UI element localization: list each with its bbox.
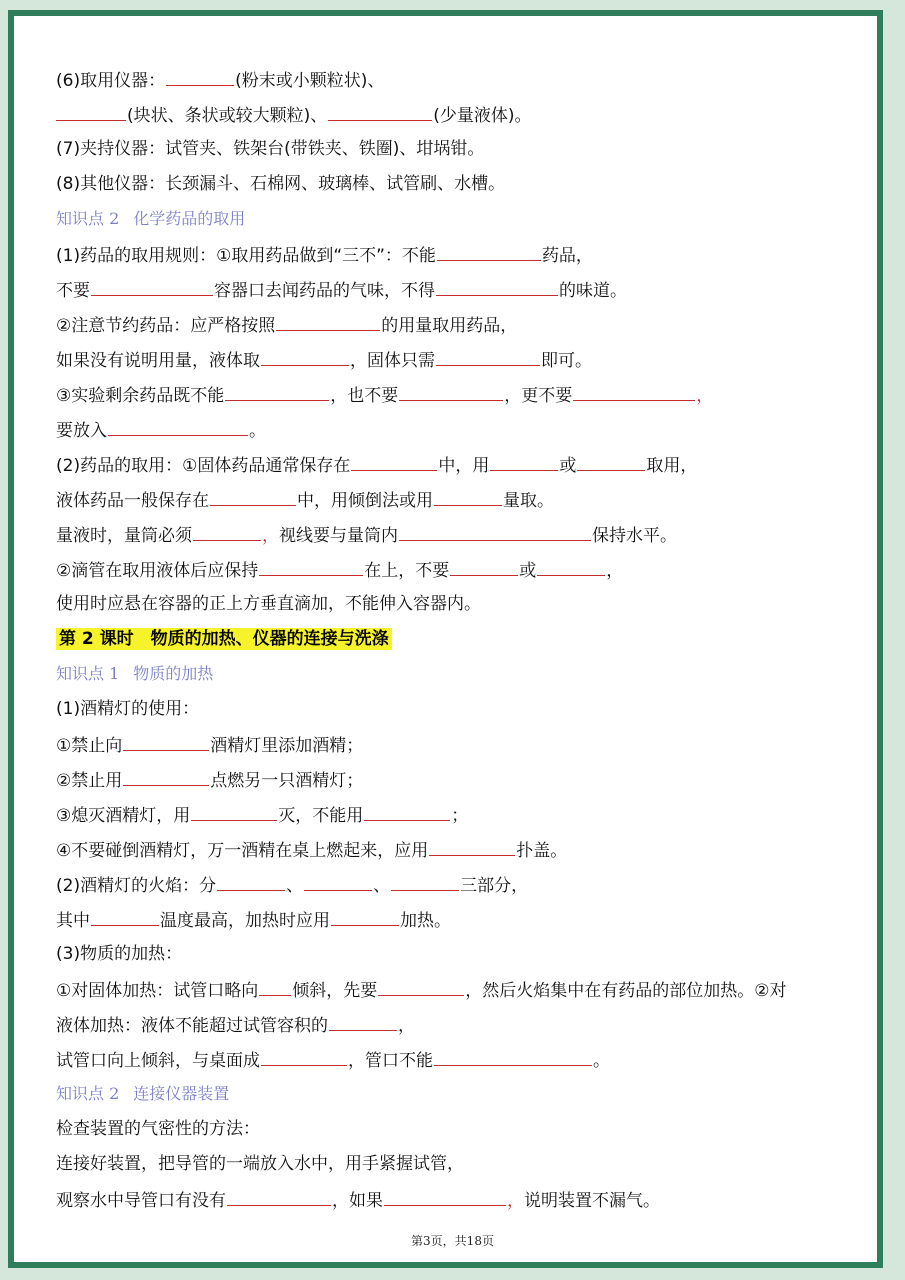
fill-blank[interactable] [227, 1188, 331, 1206]
text: 。 [249, 421, 266, 441]
text-line [56, 873, 528, 897]
text: ，然后火焰集中在有药品的部位加热。②对 [465, 981, 787, 1001]
text-line [56, 943, 182, 965]
fill-blank[interactable] [434, 488, 502, 506]
text: 检查装置的气密性的方法： [56, 1119, 260, 1139]
knowledge-point-heading [56, 663, 213, 685]
fill-blank[interactable] [378, 978, 464, 996]
text-line [56, 838, 567, 862]
text: 三部分， [460, 876, 529, 896]
heading-number: 知识点 2 [56, 209, 120, 228]
text: ②滴管在取用液体后应保持 [56, 561, 259, 581]
text-line [56, 593, 481, 615]
fill-blank[interactable] [91, 278, 213, 296]
heading-number: 知识点 1 [56, 664, 120, 683]
fill-blank[interactable] [436, 348, 540, 366]
text: ②注意节约药品：应严格按照 [56, 316, 276, 336]
text-line [56, 418, 266, 442]
fill-blank[interactable] [450, 558, 518, 576]
text: 试管口向上倾斜，与桌面成 [56, 1051, 260, 1071]
heading-title: 物质的加热 [133, 664, 214, 683]
text: ，固体只需 [350, 351, 435, 371]
text-line [56, 1188, 660, 1212]
text: 要放入 [56, 421, 107, 441]
text: 即可。 [541, 351, 592, 371]
text: (7)夹持仪器：试管夹、铁架台(带铁夹、铁圈)、坩埚钳。 [56, 139, 485, 159]
fill-blank[interactable] [166, 68, 234, 86]
text: ③熄灭酒精灯，用 [56, 806, 191, 826]
text-line [56, 908, 451, 932]
text: 不要 [56, 281, 90, 301]
text: 液体加热：液体不能超过试管容积的 [56, 1016, 328, 1036]
text: 取用， [646, 456, 698, 476]
text: (粉末或小颗粒状)、 [235, 71, 385, 91]
text: 倾斜，先要 [292, 981, 378, 1001]
text-line [56, 243, 593, 267]
text: ， [507, 1191, 524, 1211]
text: 的味道。 [559, 281, 627, 301]
text: 使用时应悬在容器的正上方垂直滴加，不能伸入容器内。 [56, 594, 481, 614]
fill-blank[interactable] [217, 873, 285, 891]
text: ②禁止用 [56, 771, 123, 791]
text-line [56, 523, 677, 547]
text: 视线要与量筒内 [279, 526, 398, 546]
fill-blank[interactable] [331, 908, 399, 926]
text-line [56, 698, 199, 720]
text-line [56, 103, 532, 127]
page-number: 第3页，共18页 [411, 1234, 494, 1248]
text: (1)酒精灯的使用： [56, 699, 200, 719]
text: ③实验剩余药品既不能 [56, 386, 225, 406]
text: 、 [373, 876, 391, 896]
text: ， [398, 1016, 415, 1036]
fill-blank[interactable] [434, 1048, 592, 1066]
text-line [56, 1153, 464, 1175]
text: 其中 [56, 911, 90, 931]
text: 连接好装置，把导管的一端放入水中，用手紧握试管， [56, 1154, 464, 1174]
text: 观察水中导管口有没有 [56, 1191, 226, 1211]
text: ， [696, 386, 714, 406]
fill-blank[interactable] [537, 558, 605, 576]
text: ，也不要 [330, 386, 399, 406]
text-line [56, 488, 554, 512]
fill-blank[interactable] [261, 1048, 347, 1066]
text-line [56, 558, 623, 582]
fill-blank[interactable] [259, 558, 363, 576]
text-line [56, 1048, 610, 1072]
text: (2)药品的取用：①固体药品通常保存在 [56, 456, 351, 476]
heading-number: 知识点 2 [56, 1084, 120, 1103]
text: ，管口不能 [348, 1051, 433, 1071]
text: (6)取用仪器： [56, 71, 166, 91]
text: 在上，不要 [364, 561, 450, 581]
fill-blank[interactable] [429, 838, 515, 856]
fill-blank[interactable] [91, 908, 159, 926]
text-line [56, 1118, 260, 1140]
text: 或 [519, 561, 537, 581]
text: 温度最高，加热时应用 [160, 911, 330, 931]
text: ①对固体加热：试管口略向 [56, 981, 259, 1001]
text: 如果没有说明用量，液体取 [56, 351, 260, 371]
text: 或 [559, 456, 577, 476]
text: (少量液体)。 [433, 106, 532, 126]
fill-blank[interactable] [123, 768, 209, 786]
fill-blank[interactable] [329, 1013, 397, 1031]
fill-blank[interactable] [437, 243, 541, 261]
fill-blank[interactable] [56, 103, 126, 121]
fill-blank[interactable] [364, 803, 450, 821]
fill-blank[interactable] [225, 383, 329, 401]
text-line [56, 733, 363, 757]
text: ④不要碰倒酒精灯，万一酒精在桌上燃起来，应用 [56, 841, 429, 861]
text: (块状、条状或较大颗粒)、 [127, 106, 328, 126]
text: 液体药品一般保存在 [56, 491, 209, 511]
text: 的用量取用药品， [381, 316, 518, 336]
text: 中，用 [438, 456, 490, 476]
text: 、 [286, 876, 304, 896]
text: ，如果 [332, 1191, 383, 1211]
fill-blank[interactable] [259, 978, 291, 996]
text: (8)其他仪器：长颈漏斗、石棉网、玻璃棒、试管刷、水槽。 [56, 174, 506, 194]
text-line [56, 348, 592, 372]
fill-blank[interactable] [436, 278, 558, 296]
text-line [56, 768, 363, 792]
text: 保持水平。 [592, 526, 677, 546]
lesson-title: 第 2 课时 物质的加热、仪器的连接与洗涤 [56, 628, 392, 650]
text: 中，用倾倒法或用 [297, 491, 433, 511]
fill-blank[interactable] [351, 453, 437, 471]
text: 加热。 [400, 911, 451, 931]
text: (1)药品的取用规则：①取用药品做到“三不”：不能 [56, 246, 436, 266]
text-line [56, 383, 713, 407]
text: ； [451, 806, 469, 826]
fill-blank[interactable] [391, 873, 459, 891]
text: ， [606, 561, 624, 581]
text-line [56, 138, 484, 160]
text: 扑盖。 [516, 841, 568, 861]
text-line [56, 978, 787, 1002]
text: 量取。 [503, 491, 554, 511]
fill-blank[interactable] [384, 1188, 506, 1206]
text-line [56, 453, 697, 477]
text-line [56, 278, 627, 302]
fill-blank[interactable] [573, 383, 695, 401]
fill-blank[interactable] [191, 803, 277, 821]
fill-blank[interactable] [276, 313, 380, 331]
text: 说明装置不漏气。 [524, 1191, 660, 1211]
text: 灭，不能用 [278, 806, 364, 826]
text: 量液时，量筒必须 [56, 526, 192, 546]
text-line [56, 1013, 415, 1037]
text: 点燃另一只酒精灯； [210, 771, 364, 791]
text: 容器口去闻药品的气味，不得 [214, 281, 435, 301]
text: 药品， [541, 246, 593, 266]
text: ①禁止向 [56, 736, 123, 756]
fill-blank[interactable] [399, 383, 503, 401]
fill-blank[interactable] [490, 453, 558, 471]
fill-blank[interactable] [210, 488, 296, 506]
fill-blank[interactable] [193, 523, 261, 541]
text-line [56, 313, 517, 337]
fill-blank[interactable] [108, 418, 248, 436]
text: 酒精灯里添加酒精； [210, 736, 364, 756]
text-line [56, 173, 505, 195]
fill-blank[interactable] [577, 453, 645, 471]
text: ， [262, 526, 279, 546]
fill-blank[interactable] [399, 523, 591, 541]
text: 。 [593, 1051, 610, 1071]
fill-blank[interactable] [123, 733, 209, 751]
knowledge-point-heading [56, 1083, 229, 1105]
fill-blank[interactable] [328, 103, 432, 121]
text: ，更不要 [504, 386, 573, 406]
text-line [56, 68, 384, 92]
section-heading [56, 628, 392, 650]
heading-title: 化学药品的取用 [133, 209, 246, 228]
text: (3)物质的加热： [56, 944, 183, 964]
text: (2)酒精灯的火焰：分 [56, 876, 217, 896]
heading-title: 连接仪器装置 [133, 1084, 230, 1103]
fill-blank[interactable] [261, 348, 349, 366]
fill-blank[interactable] [304, 873, 372, 891]
knowledge-point-heading [56, 208, 245, 230]
text-line [56, 803, 468, 827]
